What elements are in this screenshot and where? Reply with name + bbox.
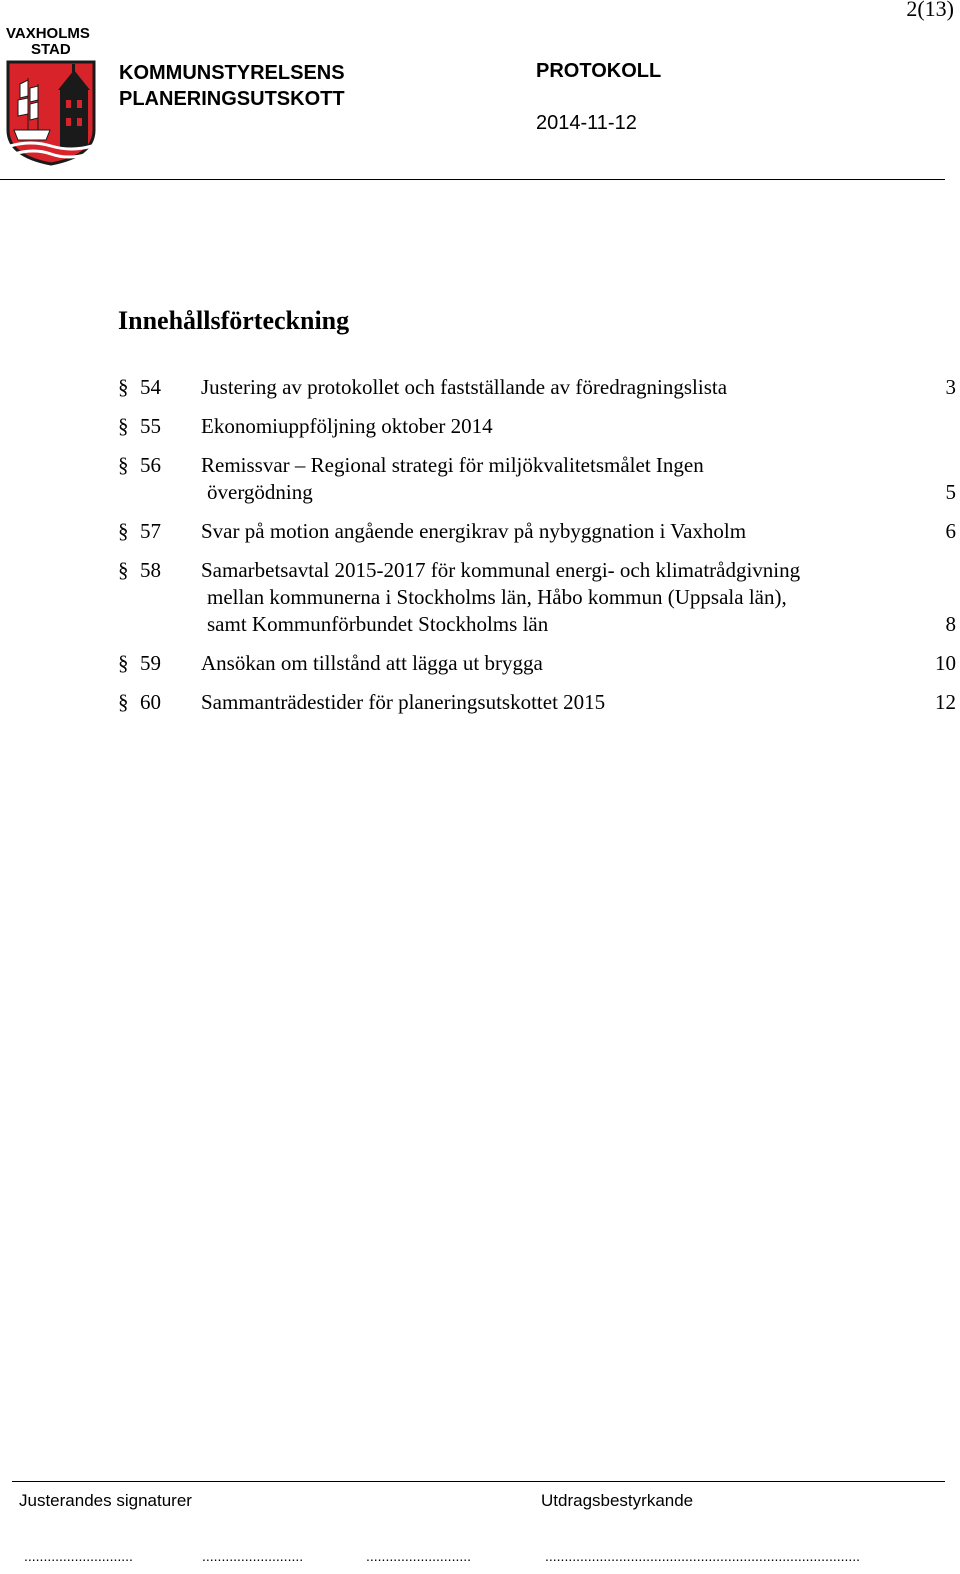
logo-wordmark bbox=[6, 26, 90, 58]
logo-line-2: STAD bbox=[31, 41, 71, 58]
section-title bbox=[201, 650, 901, 677]
org-line-1: KOMMUNSTYRELSENS bbox=[119, 62, 345, 84]
section-title-line: Ekonomiuppföljning oktober 2014 bbox=[201, 414, 493, 438]
document-type: PROTOKOLL bbox=[536, 60, 662, 82]
extract-line: ................................................................................. bbox=[545, 1548, 861, 1564]
section-number: 54 bbox=[140, 375, 161, 399]
section-title-line: Samarbetsavtal 2015-2017 för kommunal energi- och klimatrådgivning bbox=[201, 558, 801, 582]
section-number: 57 bbox=[140, 519, 161, 543]
section-sign: § bbox=[118, 690, 129, 714]
section-title bbox=[201, 374, 901, 401]
section-page: 10 bbox=[935, 651, 956, 675]
section-page: 5 bbox=[945, 480, 956, 504]
section-sign: § bbox=[118, 414, 129, 438]
signatures-label: Justerandes signaturer bbox=[19, 1491, 192, 1510]
section-page: 6 bbox=[945, 519, 956, 543]
section-number: 58 bbox=[140, 558, 161, 582]
section-number: 56 bbox=[140, 453, 161, 477]
vaxholm-coat-of-arms-icon bbox=[6, 60, 96, 166]
organization-name bbox=[119, 60, 345, 112]
page-number: 2(13) bbox=[906, 0, 954, 21]
section-title-line: mellan kommunerna i Stockholms län, Håbo kommun (Uppsala län), bbox=[207, 585, 787, 609]
section-title bbox=[201, 413, 901, 440]
section-title bbox=[201, 452, 901, 506]
section-number: 60 bbox=[140, 690, 161, 714]
footer-divider bbox=[12, 1481, 945, 1482]
section-title-line: Svar på motion angående energikrav på nybyggnation i Vaxholm bbox=[201, 519, 747, 543]
section-title bbox=[201, 689, 901, 716]
signature-line-1: ............................ bbox=[24, 1548, 133, 1564]
section-page: 12 bbox=[935, 690, 956, 714]
signature-line-2: .......................... bbox=[202, 1548, 304, 1564]
section-title-line: samt Kommunförbundet Stockholms län bbox=[207, 612, 549, 636]
header-divider bbox=[0, 179, 945, 180]
section-title-line: Justering av protokollet och fastställande av föredragningslista bbox=[201, 375, 728, 399]
section-title-line: Remissvar – Regional strategi för miljökvalitetsmålet Ingen bbox=[201, 453, 704, 477]
section-page: 3 bbox=[945, 375, 956, 399]
extract-label: Utdragsbestyrkande bbox=[541, 1491, 694, 1510]
section-title-line: Sammanträdestider för planeringsutskottet 2015 bbox=[201, 690, 606, 714]
section-number: 59 bbox=[140, 651, 161, 675]
section-page: 8 bbox=[945, 612, 956, 636]
section-number: 55 bbox=[140, 414, 161, 438]
section-title-line: Ansökan om tillstånd att lägga ut brygga bbox=[201, 651, 543, 675]
signature-line-3: ........................... bbox=[366, 1548, 472, 1564]
section-sign: § bbox=[118, 375, 129, 399]
section-title-line: övergödning bbox=[207, 480, 313, 504]
logo-line-1: VAXHOLMS bbox=[6, 25, 90, 42]
section-title bbox=[201, 518, 901, 545]
section-sign: § bbox=[118, 453, 129, 477]
document-date: 2014-11-12 bbox=[536, 112, 637, 134]
section-sign: § bbox=[118, 519, 129, 543]
section-title bbox=[201, 557, 901, 638]
org-line-2: PLANERINGSUTSKOTT bbox=[119, 88, 345, 110]
toc-title: Innehållsförteckning bbox=[118, 306, 350, 335]
section-sign: § bbox=[118, 558, 129, 582]
section-sign: § bbox=[118, 651, 129, 675]
